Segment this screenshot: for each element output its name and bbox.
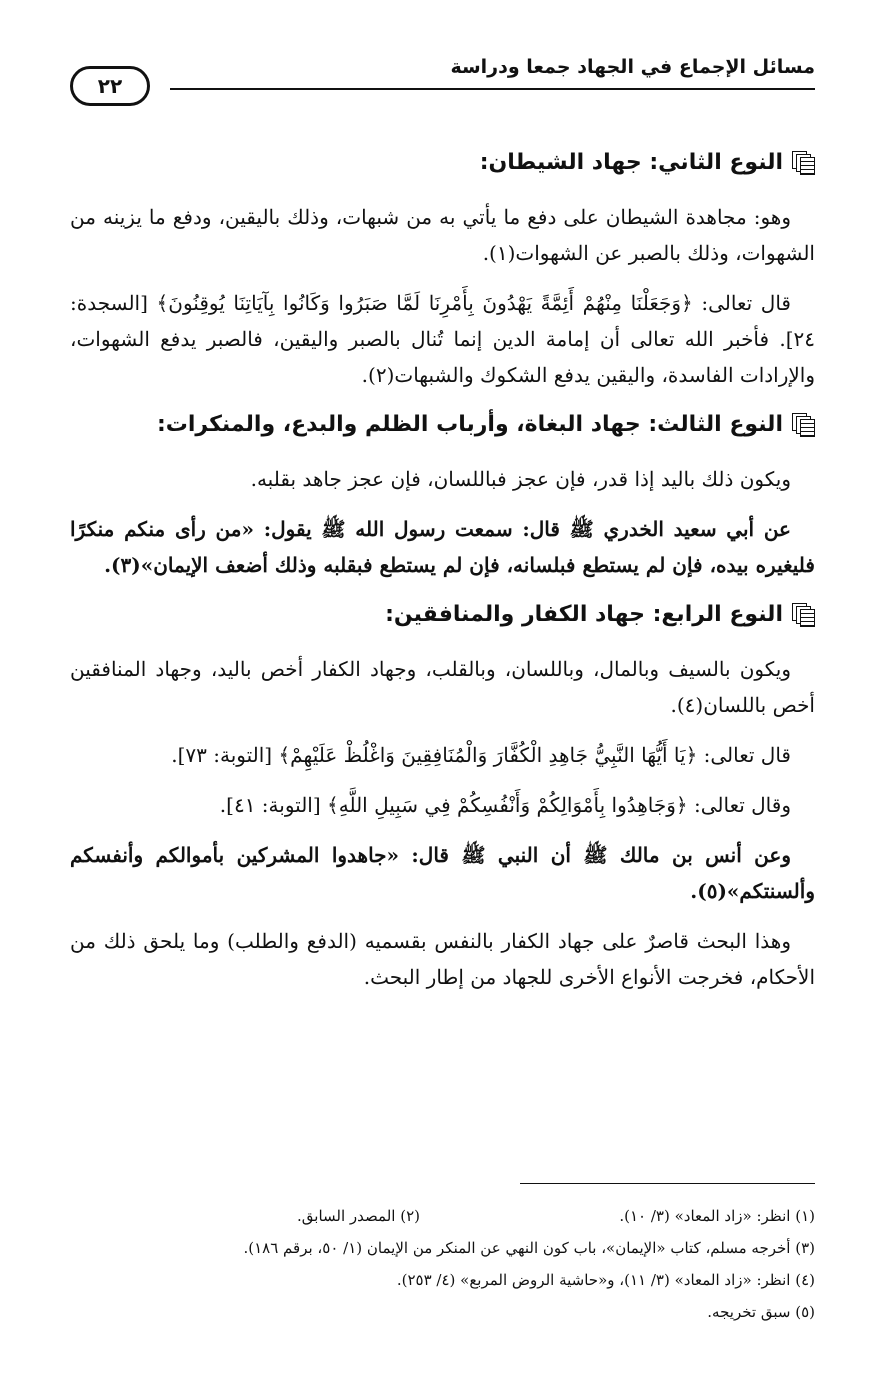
heading-text: النوع الثاني: جهاد الشيطان: bbox=[479, 149, 783, 175]
footnotes bbox=[70, 1200, 815, 1328]
documents-icon bbox=[793, 151, 815, 173]
footnote-4: (٤) انظر: «زاد المعاد» (٣/ ١١)، و«حاشية الروض المربع» (٤/ ٢٥٣). bbox=[396, 1271, 815, 1289]
paragraph: وهو: مجاهدة الشيطان على دفع ما يأتي به من شبهات، وذلك باليقين، ودفع ما يزينه من الشهوات، وذلك بالصبر عن الشهوات(١). bbox=[70, 205, 815, 265]
footnote-2: (٢) المصدر السابق. bbox=[297, 1207, 420, 1225]
running-title: مسائل الإجماع في الجهاد جمعا ودراسة bbox=[450, 56, 815, 78]
paragraph: ويكون ذلك باليد إذا قدر، فإن عجز فباللسان، فإن عجز جاهد بقلبه. bbox=[250, 467, 791, 491]
section-heading bbox=[70, 407, 815, 441]
paragraph: ويكون بالسيف وبالمال، وباللسان، وبالقلب، وجهاد الكفار أخص باليد، وجهاد المنافقين أخص باللسان(٤). bbox=[70, 657, 815, 717]
main-content bbox=[70, 145, 815, 1009]
paragraph: قال تعالى: ﴿وَجَعَلْنَا مِنْهُمْ أَئِمَّةً يَهْدُونَ بِأَمْرِنَا لَمَّا صَبَرُوا وَكَانُوا بِآيَاتِنَا يُوقِنُونَ﴾ [السجدة: ٢٤]. فأخبر الله تعالى أن إمامة الدين إنما تُنال بالصبر واليقين، فالصبر يدفع الشهوات، والإرادات الفاسدة، واليقين يدفع الشكوك والشبهات(٢). bbox=[70, 291, 815, 387]
documents-icon bbox=[793, 413, 815, 435]
hadith-paragraph: عن أبي سعيد الخدري ﷺ قال: سمعت رسول الله ﷺ يقول: «من رأى منكم منكرًا فليغيره بيده، فإن لم يستطع فبلسانه، فإن لم يستطع فبقلبه وذلك أضعف الإيمان»(٣). bbox=[70, 517, 815, 577]
footnote-rule bbox=[520, 1183, 815, 1184]
paragraph: وهذا البحث قاصرٌ على جهاد الكفار بالنفس بقسميه (الدفع والطلب) وما يلحق ذلك من الأحكام، فخرجت الأنواع الأخرى للجهاد من إطار البحث. bbox=[70, 929, 815, 989]
footnote-3: (٣) أخرجه مسلم، كتاب «الإيمان»، باب كون النهي عن المنكر من الإيمان (١/ ٥٠، برقم ١٨٦). bbox=[243, 1239, 815, 1257]
paragraph: وقال تعالى: ﴿وَجَاهِدُوا بِأَمْوَالِكُمْ وَأَنْفُسِكُمْ فِي سَبِيلِ اللَّهِ﴾ [التوبة: ٤١]. bbox=[219, 793, 791, 817]
section-heading bbox=[70, 145, 815, 179]
heading-text: النوع الثالث: جهاد البغاة، وأرباب الظلم والبدع، والمنكرات: bbox=[156, 411, 783, 437]
section-heading bbox=[70, 597, 815, 631]
heading-text: النوع الرابع: جهاد الكفار والمنافقين: bbox=[385, 601, 783, 627]
paragraph: قال تعالى: ﴿يَا أَيُّهَا النَّبِيُّ جَاهِدِ الْكُفَّارَ وَالْمُنَافِقِينَ وَاغْلُظْ عَلَيْهِمْ﴾ [التوبة: ٧٣]. bbox=[171, 743, 791, 767]
footnote-1: (١) انظر: «زاد المعاد» (٣/ ١٠). bbox=[619, 1207, 815, 1225]
footnote-line bbox=[70, 1200, 815, 1232]
hadith-paragraph: وعن أنس بن مالك ﷺ أن النبي ﷺ قال: «جاهدوا المشركين بأموالكم وأنفسكم وألسنتكم»(٥). bbox=[70, 843, 815, 903]
header-rule bbox=[170, 88, 815, 90]
page-header bbox=[70, 50, 815, 120]
documents-icon bbox=[793, 603, 815, 625]
page-number: ٢٢ bbox=[70, 66, 150, 106]
footnote-5: (٥) سبق تخريجه. bbox=[707, 1303, 815, 1321]
